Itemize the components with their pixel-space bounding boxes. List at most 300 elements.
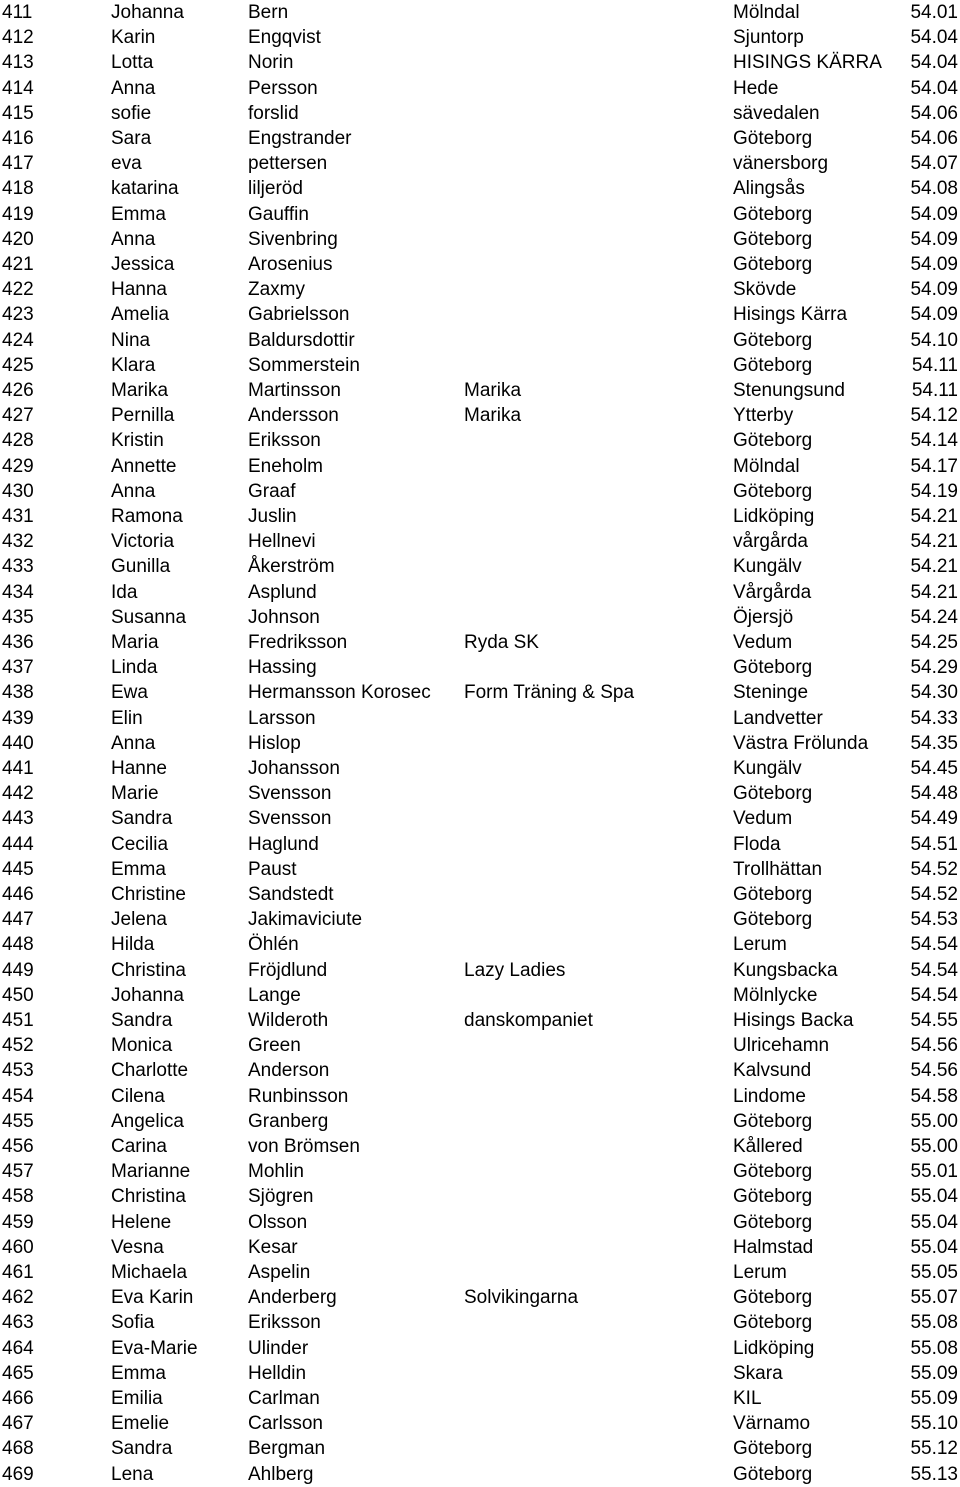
club-cell: danskompaniet <box>464 1010 593 1031</box>
first-name-cell: Lotta <box>111 52 154 74</box>
city-cell: Kalvsund <box>733 1060 812 1082</box>
place-cell: 456 <box>2 1136 34 1157</box>
city-cell: Värnamo <box>733 1413 811 1435</box>
place-cell: 469 <box>2 1463 34 1485</box>
place-cell: 421 <box>2 254 34 275</box>
last-name-cell: Arosenius <box>248 254 333 275</box>
last-name-cell: Hassing <box>248 657 317 679</box>
city-cell: Lidköping <box>733 506 815 527</box>
place-cell: 446 <box>2 884 34 905</box>
last-name-cell: Haglund <box>248 833 319 855</box>
time-cell: 54.21 <box>910 531 958 553</box>
result-row <box>0 0 960 25</box>
first-name-cell: Sandra <box>111 1010 173 1031</box>
city-cell: Landvetter <box>733 707 823 729</box>
first-name-cell: Eva-Marie <box>111 1337 198 1359</box>
first-name-cell: Hilda <box>111 934 155 956</box>
last-name-cell: Bergman <box>248 1438 326 1460</box>
result-row <box>0 151 960 176</box>
place-cell: 445 <box>2 858 34 880</box>
last-name-cell: Paust <box>248 858 297 880</box>
time-cell: 54.10 <box>910 329 958 351</box>
place-cell: 463 <box>2 1312 34 1334</box>
first-name-cell: Elin <box>111 707 143 729</box>
first-name-cell: Christina <box>111 1186 186 1208</box>
time-cell: 55.04 <box>910 1211 958 1233</box>
place-cell: 460 <box>2 1236 34 1258</box>
last-name-cell: Öhlén <box>248 934 299 956</box>
place-cell: 415 <box>2 102 34 124</box>
city-cell: Lerum <box>733 934 787 956</box>
result-row <box>0 1310 960 1335</box>
place-cell: 422 <box>2 279 34 301</box>
result-row <box>0 1386 960 1411</box>
time-cell: 54.01 <box>910 2 958 23</box>
result-row <box>0 630 960 655</box>
last-name-cell: Jakimaviciute <box>248 909 363 931</box>
first-name-cell: Carina <box>111 1136 167 1157</box>
first-name-cell: Kristin <box>111 430 164 452</box>
place-cell: 464 <box>2 1337 34 1359</box>
result-row <box>0 504 960 529</box>
last-name-cell: Zaxmy <box>248 279 305 301</box>
first-name-cell: Anna <box>111 77 156 99</box>
place-cell: 433 <box>2 556 34 578</box>
club-cell: Marika <box>464 405 522 427</box>
city-cell: vårgårda <box>733 531 808 553</box>
first-name-cell: Sofia <box>111 1312 155 1334</box>
time-cell: 54.53 <box>910 909 958 931</box>
last-name-cell: Carlman <box>248 1388 320 1409</box>
first-name-cell: Christine <box>111 884 186 905</box>
result-row <box>0 1411 960 1436</box>
time-cell: 55.07 <box>910 1287 958 1309</box>
first-name-cell: Victoria <box>111 531 175 553</box>
time-cell: 54.33 <box>910 707 958 729</box>
last-name-cell: Gabrielsson <box>248 304 350 326</box>
result-row <box>0 907 960 932</box>
place-cell: 442 <box>2 783 34 805</box>
place-cell: 438 <box>2 682 34 704</box>
first-name-cell: Sandra <box>111 1438 173 1460</box>
result-row <box>0 1361 960 1386</box>
city-cell: Göteborg <box>733 1186 813 1208</box>
city-cell: Mölndal <box>733 2 800 23</box>
result-row <box>0 1235 960 1260</box>
last-name-cell: Kesar <box>248 1236 298 1258</box>
time-cell: 54.30 <box>910 682 958 704</box>
time-cell: 54.52 <box>910 858 958 880</box>
time-cell: 54.09 <box>910 228 958 250</box>
time-cell: 55.00 <box>910 1110 958 1132</box>
time-cell: 54.06 <box>910 128 958 149</box>
result-row <box>0 1210 960 1235</box>
time-cell: 54.54 <box>910 959 958 981</box>
time-cell: 54.51 <box>910 833 958 855</box>
first-name-cell: Maria <box>111 632 159 653</box>
first-name-cell: Hanne <box>111 758 167 779</box>
city-cell: HISINGS KÄRRA <box>733 52 882 74</box>
time-cell: 55.09 <box>910 1362 958 1384</box>
first-name-cell: Christina <box>111 959 186 981</box>
result-row <box>0 731 960 756</box>
result-row <box>0 1058 960 1083</box>
city-cell: Skara <box>733 1362 783 1384</box>
last-name-cell: Svensson <box>248 808 332 830</box>
place-cell: 411 <box>2 2 33 23</box>
first-name-cell: Emilia <box>111 1388 163 1409</box>
last-name-cell: Wilderoth <box>248 1010 329 1031</box>
time-cell: 55.04 <box>910 1186 958 1208</box>
city-cell: Göteborg <box>733 1312 813 1334</box>
city-cell: Hisings Kärra <box>733 304 848 326</box>
city-cell: Göteborg <box>733 1211 813 1233</box>
place-cell: 443 <box>2 808 34 830</box>
first-name-cell: Emma <box>111 203 166 225</box>
city-cell: Halmstad <box>733 1236 814 1258</box>
last-name-cell: Persson <box>248 77 318 99</box>
place-cell: 420 <box>2 228 34 250</box>
place-cell: 453 <box>2 1060 34 1082</box>
last-name-cell: Martinsson <box>248 380 341 401</box>
place-cell: 467 <box>2 1413 34 1435</box>
place-cell: 454 <box>2 1085 34 1107</box>
club-cell: Ryda SK <box>464 632 539 653</box>
city-cell: Mölndal <box>733 455 800 477</box>
last-name-cell: Runbinsson <box>248 1085 349 1107</box>
result-row <box>0 126 960 151</box>
first-name-cell: Emma <box>111 1362 166 1384</box>
time-cell: 54.09 <box>910 279 958 301</box>
city-cell: KIL <box>733 1388 762 1409</box>
time-cell: 55.08 <box>910 1337 958 1359</box>
city-cell: Västra Frölunda <box>733 732 869 754</box>
result-row <box>0 1285 960 1310</box>
first-name-cell: Helene <box>111 1211 172 1233</box>
city-cell: Floda <box>733 833 781 855</box>
city-cell: Kungälv <box>733 758 802 779</box>
city-cell: Göteborg <box>733 1463 813 1485</box>
city-cell: Vedum <box>733 632 793 653</box>
city-cell: Göteborg <box>733 1110 813 1132</box>
place-cell: 458 <box>2 1186 34 1208</box>
result-row <box>0 1109 960 1134</box>
result-row <box>0 101 960 126</box>
time-cell: 54.09 <box>910 203 958 225</box>
last-name-cell: Johnson <box>248 606 320 628</box>
last-name-cell: Norin <box>248 52 294 74</box>
first-name-cell: Lena <box>111 1463 154 1485</box>
result-row <box>0 353 960 378</box>
place-cell: 416 <box>2 128 34 149</box>
time-cell: 55.10 <box>910 1413 958 1435</box>
last-name-cell: Larsson <box>248 707 316 729</box>
time-cell: 54.48 <box>910 783 958 805</box>
last-name-cell: Sommerstein <box>248 354 360 376</box>
time-cell: 54.19 <box>910 480 958 502</box>
city-cell: Göteborg <box>733 354 813 376</box>
time-cell: 54.58 <box>910 1085 958 1107</box>
time-cell: 54.29 <box>910 657 958 679</box>
first-name-cell: Cilena <box>111 1085 165 1107</box>
place-cell: 444 <box>2 833 34 855</box>
place-cell: 435 <box>2 606 34 628</box>
time-cell: 54.25 <box>910 632 958 653</box>
place-cell: 440 <box>2 732 34 754</box>
last-name-cell: Aspelin <box>248 1262 311 1283</box>
result-row <box>0 882 960 907</box>
result-row <box>0 756 960 781</box>
place-cell: 461 <box>2 1262 34 1283</box>
result-row <box>0 227 960 252</box>
place-cell: 429 <box>2 455 34 477</box>
result-row <box>0 1008 960 1033</box>
time-cell: 54.09 <box>910 304 958 326</box>
place-cell: 449 <box>2 959 34 981</box>
place-cell: 434 <box>2 581 34 603</box>
place-cell: 430 <box>2 480 34 502</box>
first-name-cell: Cecilia <box>111 833 169 855</box>
first-name-cell: Jessica <box>111 254 175 275</box>
place-cell: 425 <box>2 354 34 376</box>
city-cell: Mölnlycke <box>733 984 818 1006</box>
first-name-cell: Emelie <box>111 1413 170 1435</box>
first-name-cell: Jelena <box>111 909 167 931</box>
city-cell: Alingsås <box>733 178 805 200</box>
last-name-cell: pettersen <box>248 153 328 175</box>
last-name-cell: Engstrander <box>248 128 352 149</box>
result-row <box>0 983 960 1008</box>
last-name-cell: Ulinder <box>248 1337 309 1359</box>
result-row <box>0 479 960 504</box>
first-name-cell: Hanna <box>111 279 167 301</box>
city-cell: Göteborg <box>733 884 813 905</box>
first-name-cell: Johanna <box>111 2 184 23</box>
city-cell: Steninge <box>733 682 809 704</box>
time-cell: 54.04 <box>910 52 958 74</box>
result-row <box>0 76 960 101</box>
first-name-cell: Anna <box>111 732 156 754</box>
last-name-cell: Hermansson Korosec <box>248 682 431 704</box>
place-cell: 452 <box>2 1035 34 1057</box>
last-name-cell: Anderson <box>248 1060 330 1082</box>
first-name-cell: Sandra <box>111 808 173 830</box>
club-cell: Lazy Ladies <box>464 959 566 981</box>
place-cell: 466 <box>2 1388 34 1409</box>
last-name-cell: Hellnevi <box>248 531 316 553</box>
first-name-cell: Monica <box>111 1035 173 1057</box>
time-cell: 54.11 <box>911 354 958 376</box>
time-cell: 54.24 <box>910 606 958 628</box>
city-cell: Stenungsund <box>733 380 845 401</box>
city-cell: Göteborg <box>733 1287 813 1309</box>
time-cell: 54.56 <box>910 1035 958 1057</box>
time-cell: 54.55 <box>910 1010 958 1031</box>
place-cell: 468 <box>2 1438 34 1460</box>
place-cell: 457 <box>2 1161 34 1183</box>
result-row <box>0 932 960 957</box>
place-cell: 465 <box>2 1362 34 1384</box>
first-name-cell: Klara <box>111 354 156 376</box>
city-cell: Ytterby <box>733 405 794 427</box>
city-cell: Göteborg <box>733 228 813 250</box>
result-row <box>0 554 960 579</box>
city-cell: Sjuntorp <box>733 27 804 49</box>
last-name-cell: Johansson <box>248 758 340 779</box>
time-cell: 54.08 <box>910 178 958 200</box>
place-cell: 448 <box>2 934 34 956</box>
city-cell: Göteborg <box>733 1438 813 1460</box>
first-name-cell: Karin <box>111 27 156 49</box>
place-cell: 431 <box>2 506 34 527</box>
club-cell: Solvikingarna <box>464 1287 579 1309</box>
place-cell: 441 <box>2 758 34 779</box>
last-name-cell: Engqvist <box>248 27 321 49</box>
city-cell: Göteborg <box>733 430 813 452</box>
city-cell: Trollhättan <box>733 858 823 880</box>
result-row <box>0 50 960 75</box>
time-cell: 54.11 <box>911 380 958 401</box>
last-name-cell: Eriksson <box>248 430 321 452</box>
place-cell: 423 <box>2 304 34 326</box>
first-name-cell: Michaela <box>111 1262 188 1283</box>
first-name-cell: eva <box>111 153 142 175</box>
last-name-cell: Bern <box>248 2 289 23</box>
result-row <box>0 252 960 277</box>
city-cell: Kungsbacka <box>733 959 838 981</box>
place-cell: 412 <box>2 27 34 49</box>
place-cell: 414 <box>2 77 34 99</box>
first-name-cell: Pernilla <box>111 405 175 427</box>
time-cell: 54.54 <box>910 984 958 1006</box>
place-cell: 447 <box>2 909 34 931</box>
result-row <box>0 302 960 327</box>
place-cell: 418 <box>2 178 34 200</box>
place-cell: 439 <box>2 707 34 729</box>
city-cell: Kungälv <box>733 556 802 578</box>
last-name-cell: Ahlberg <box>248 1463 314 1485</box>
time-cell: 54.52 <box>910 884 958 905</box>
city-cell: Hisings Backa <box>733 1010 854 1031</box>
first-name-cell: Eva Karin <box>111 1287 194 1309</box>
last-name-cell: Juslin <box>248 506 297 527</box>
last-name-cell: Graaf <box>248 480 296 502</box>
first-name-cell: Ramona <box>111 506 183 527</box>
result-row <box>0 781 960 806</box>
time-cell: 55.04 <box>910 1236 958 1258</box>
last-name-cell: Fröjdlund <box>248 959 328 981</box>
club-cell: Marika <box>464 380 522 401</box>
last-name-cell: Andersson <box>248 405 339 427</box>
place-cell: 428 <box>2 430 34 452</box>
city-cell: vänersborg <box>733 153 829 175</box>
result-row <box>0 655 960 680</box>
first-name-cell: Johanna <box>111 984 184 1006</box>
time-cell: 54.56 <box>910 1060 958 1082</box>
city-cell: Göteborg <box>733 909 813 931</box>
place-cell: 427 <box>2 405 34 427</box>
result-row <box>0 378 960 403</box>
place-cell: 455 <box>2 1110 34 1132</box>
city-cell: Ulricehamn <box>733 1035 830 1057</box>
result-row <box>0 529 960 554</box>
place-cell: 413 <box>2 52 34 74</box>
place-cell: 417 <box>2 153 34 175</box>
place-cell: 459 <box>2 1211 34 1233</box>
city-cell: Göteborg <box>733 783 813 805</box>
city-cell: Hede <box>733 77 779 99</box>
result-row <box>0 1033 960 1058</box>
result-row <box>0 1462 960 1487</box>
result-row <box>0 1436 960 1461</box>
result-row <box>0 806 960 831</box>
first-name-cell: Angelica <box>111 1110 184 1132</box>
result-row <box>0 706 960 731</box>
result-row <box>0 1260 960 1285</box>
city-cell: Göteborg <box>733 254 813 275</box>
result-row <box>0 1159 960 1184</box>
place-cell: 426 <box>2 380 34 401</box>
result-row <box>0 1184 960 1209</box>
time-cell: 55.08 <box>910 1312 958 1334</box>
result-row <box>0 25 960 50</box>
result-row <box>0 454 960 479</box>
city-cell: Öjersjö <box>733 606 794 628</box>
first-name-cell: Marie <box>111 783 159 805</box>
time-cell: 55.12 <box>910 1438 958 1460</box>
first-name-cell: Vesna <box>111 1236 164 1258</box>
last-name-cell: Mohlin <box>248 1161 304 1183</box>
time-cell: 55.09 <box>910 1388 958 1409</box>
result-row <box>0 580 960 605</box>
city-cell: Göteborg <box>733 329 813 351</box>
time-cell: 54.09 <box>910 254 958 275</box>
last-name-cell: Baldursdottir <box>248 329 355 351</box>
city-cell: Göteborg <box>733 480 813 502</box>
last-name-cell: Granberg <box>248 1110 329 1132</box>
first-name-cell: Susanna <box>111 606 187 628</box>
city-cell: Lidköping <box>733 1337 815 1359</box>
time-cell: 54.21 <box>910 506 958 527</box>
time-cell: 54.49 <box>910 808 958 830</box>
first-name-cell: Annette <box>111 455 177 477</box>
city-cell: Vedum <box>733 808 793 830</box>
place-cell: 451 <box>2 1010 34 1031</box>
last-name-cell: Helldin <box>248 1362 307 1384</box>
result-row <box>0 277 960 302</box>
first-name-cell: Ewa <box>111 682 148 704</box>
city-cell: Skövde <box>733 279 797 301</box>
city-cell: Göteborg <box>733 657 813 679</box>
last-name-cell: Svensson <box>248 783 332 805</box>
last-name-cell: Eriksson <box>248 1312 321 1334</box>
result-row <box>0 832 960 857</box>
last-name-cell: Sivenbring <box>248 228 338 250</box>
result-row <box>0 680 960 705</box>
city-cell: Göteborg <box>733 1161 813 1183</box>
result-row <box>0 403 960 428</box>
time-cell: 54.54 <box>910 934 958 956</box>
result-row <box>0 202 960 227</box>
first-name-cell: Anna <box>111 480 156 502</box>
time-cell: 54.04 <box>910 77 958 99</box>
first-name-cell: Ida <box>111 581 138 603</box>
last-name-cell: von Brömsen <box>248 1136 360 1157</box>
last-name-cell: Asplund <box>248 581 317 603</box>
city-cell: Göteborg <box>733 203 813 225</box>
result-row <box>0 176 960 201</box>
result-row <box>0 857 960 882</box>
